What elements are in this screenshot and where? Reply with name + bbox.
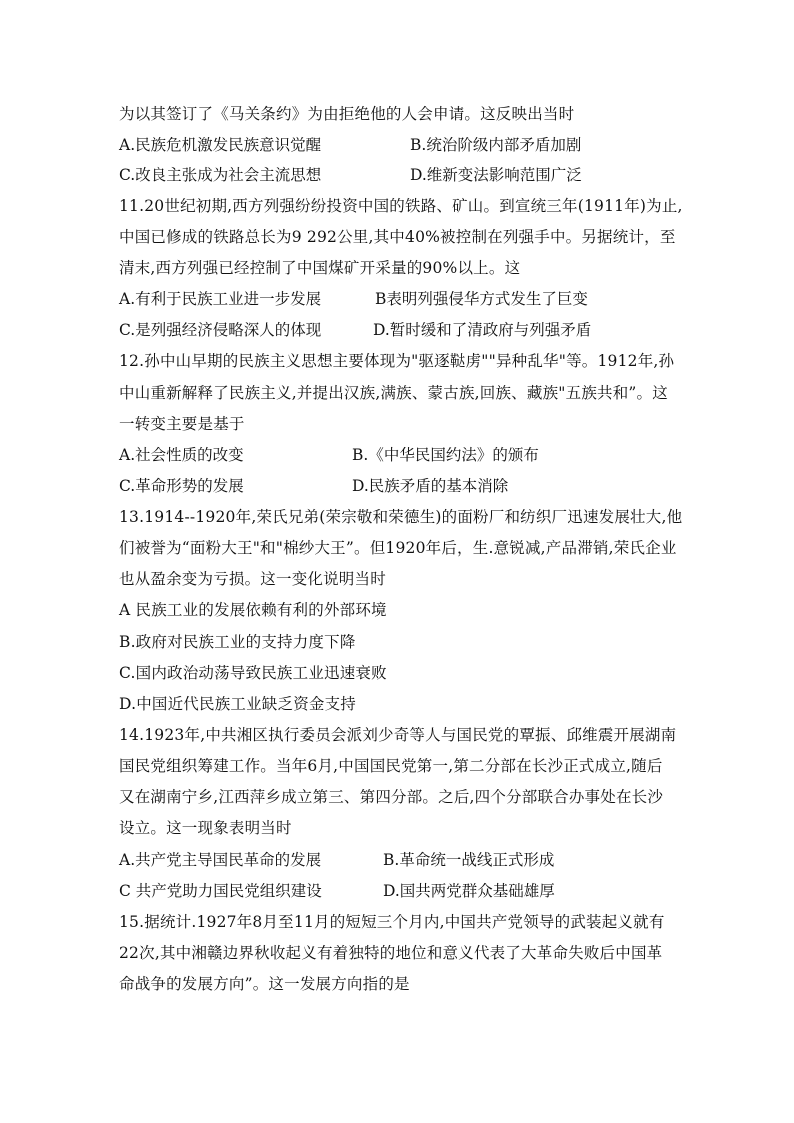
- q10-options-row-2: [119, 165, 679, 185]
- q13-option-c: C.国内政治动荡导致民族工业迅速衰败: [119, 664, 387, 682]
- q14-stem-line-4: 设立。这一现象表明当时: [119, 819, 292, 837]
- q10-options-row-1: [119, 135, 679, 155]
- q14-options-row-2: [119, 881, 679, 901]
- q14-option-c: C 共产党助力国民党组织建设: [119, 882, 322, 900]
- q12-option-d: D.民族矛盾的基本消除: [352, 477, 509, 495]
- q13-stem-line-2: 们被誉为“面粉大王"和"棉纱大王”。但1920年后，生.意锐减,产品滞销,荣氏企业: [119, 539, 677, 557]
- q12-options-row-2: [119, 476, 679, 496]
- q14-option-d: D.国共两党群众基础雄厚: [383, 882, 555, 900]
- q10-option-a: A.民族危机激发民族意识觉醒: [119, 136, 322, 154]
- q15-stem-line-1: 15.据统计.1927年8月至11月的短短三个月内,中国共产党领导的武装起义就有: [119, 913, 665, 931]
- q12-stem-line-2: 中山重新解释了民族主义,并提出汉族,满族、蒙古族,回族、藏族"五族共和”。这: [119, 384, 668, 402]
- q12-options-row-1: [119, 445, 679, 465]
- q11-option-a: A.有利于民族工业进一步发展: [119, 290, 322, 308]
- q13-option-a: A 民族工业的发展依赖有利的外部环境: [119, 601, 387, 619]
- q14-options-row-1: [119, 850, 679, 870]
- q11-option-c: C.是列强经济侵略深人的体现: [119, 321, 322, 339]
- q13-option-d: D.中国近代民族工业缺乏资金支持: [119, 695, 357, 713]
- q14-stem-line-1: 14.1923年,中共湘区执行委员会派刘少奇等人与国民党的覃振、邱维震开展湖南: [119, 726, 677, 744]
- q14-stem-line-3: 又在湖南宁乡,江西萍乡成立第三、第四分部。之后,四个分部联合办事处在长沙: [119, 788, 664, 806]
- q11-options-row-2: [119, 320, 679, 340]
- q11-stem-line-1: 11.20世纪初期,西方列强纷纷投资中国的铁路、矿山。到宣统三年(1911年)为止,: [119, 197, 683, 215]
- q12-stem-line-1: 12.孙中山早期的民族主义思想主要体现为"驱逐鞑虏""异种乱华"等。1912年,孙: [119, 352, 675, 370]
- q12-stem-line-3: 一转变主要是基于: [119, 415, 245, 433]
- q10-option-d: D.维新变法影响范围广泛: [410, 166, 582, 184]
- q15-stem-line-2: 22次,其中湘赣边界秋收起义有着独特的地位和意义代表了大革命失败后中国革: [119, 944, 663, 962]
- q14-option-a: A.共产党主导国民革命的发展: [119, 851, 322, 869]
- q13-stem-line-1: 13.1914--1920年,荣氏兄弟(荣宗敬和荣德生)的面粉厂和纺织厂迅速发展壮大,他: [119, 508, 683, 526]
- q11-stem-line-3: 清末,西方列强已经控制了中国煤矿开采量的90%以上。这: [119, 259, 521, 277]
- q14-stem-line-2: 国民党组织筹建工作。当年6月,中国国民党第一,第二分部在长沙正式成立,随后: [119, 757, 663, 775]
- q12-option-b: B.《中华民国约法》的颁布: [352, 446, 539, 464]
- q10-stem-line-1: 为以其签订了《马关条约》为由拒绝他的人会申请。这反映出当时: [119, 105, 575, 123]
- q13-stem-line-3: 也从盈余变为亏损。这一变化说明当时: [119, 570, 386, 588]
- q12-option-c: C.革命形势的发展: [119, 477, 244, 495]
- q11-option-b: B表明列强侵华方式发生了巨变: [375, 290, 588, 308]
- q13-option-b: B.政府对民族工业的支持力度下降: [119, 633, 356, 651]
- q11-stem-line-2: 中国已修成的铁路总长为9 292公里,其中40%被控制在列强手中。另据统计，至: [119, 228, 676, 246]
- q11-options-row-1: [119, 289, 679, 309]
- q14-option-b: B.革命统一战线正式形成: [383, 851, 555, 869]
- q12-option-a: A.社会性质的改变: [119, 446, 244, 464]
- q10-option-b: B.统治阶级内部矛盾加剧: [410, 136, 582, 154]
- q10-option-c: C.改良主张成为社会主流思想: [119, 166, 322, 184]
- q11-option-d: D.暂时缓和了清政府与列强矛盾: [373, 321, 592, 339]
- q15-stem-line-3: 命战争的发展方向”。这一发展方向指的是: [119, 975, 410, 993]
